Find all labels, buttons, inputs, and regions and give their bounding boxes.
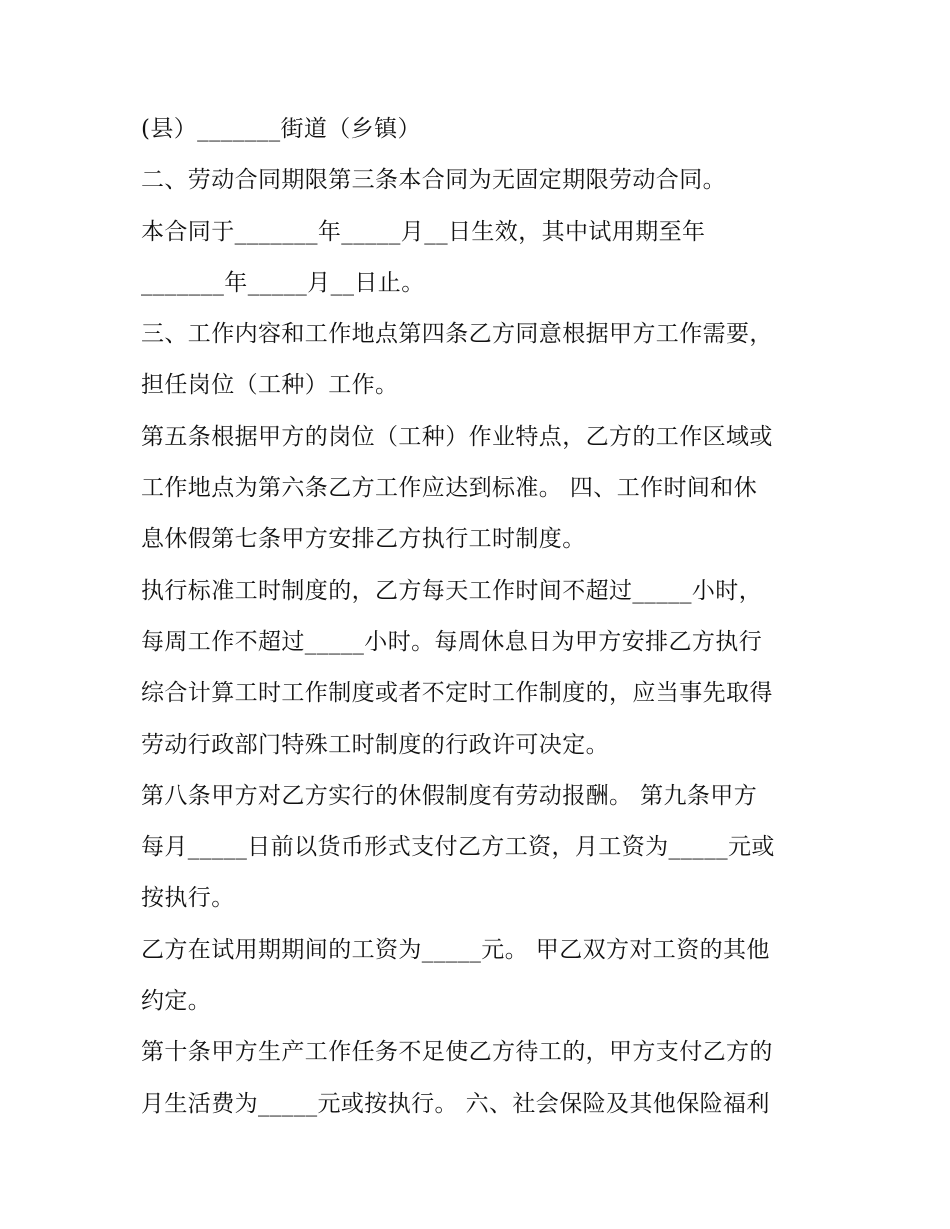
text-line: (县）_______街道（乡镇） [141,116,421,142]
text-line: 约定。 [141,988,212,1015]
text-line: 按执行。 [141,885,235,912]
text-line: _______年_____月__日止。 [141,269,425,296]
text-line: 本合同于_______年_____月__日生效，其中试用期至年 [141,218,706,245]
text-line: 三、工作内容和工作地点第四条乙方同意根据甲方工作需要， [141,321,773,348]
text-line: 执行标准工时制度的，乙方每天工作时间不超过_____小时， [141,577,763,604]
text-line: 第十条甲方生产工作任务不足使乙方待工的，甲方支付乙方的 [141,1039,773,1066]
text-line: 息休假第七条甲方安排乙方执行工时制度。 [141,526,586,553]
text-line: 担任岗位（工种）工作。 [141,372,399,399]
text-line: 每周工作不超过_____小时。每周休息日为甲方安排乙方执行 [141,628,763,655]
text-line: 第八条甲方对乙方实行的休假制度有劳动报酬。 第九条甲方 [141,782,758,809]
text-line: 劳动行政部门特殊工时制度的行政许可决定。 [141,731,609,758]
text-line: 工作地点为第六条乙方工作应达到标准。 四、工作时间和休 [141,475,758,502]
text-line: 综合计算工时工作制度或者不定时工作制度的，应当事先取得 [141,680,773,707]
text-line: 月生活费为_____元或按执行。 六、社会保险及其他保险福利 [141,1090,770,1117]
contract-body [141,104,841,1130]
text-line: 二、劳动合同期限第三条本合同为无固定期限劳动合同。 [141,167,726,194]
text-line: 乙方在试用期期间的工资为_____元。 甲乙双方对工资的其他 [141,936,770,963]
text-line: 每月_____日前以货币形式支付乙方工资，月工资为_____元或 [141,834,775,861]
text-line: 第五条根据甲方的岗位（工种）作业特点，乙方的工作区域或 [141,423,773,450]
